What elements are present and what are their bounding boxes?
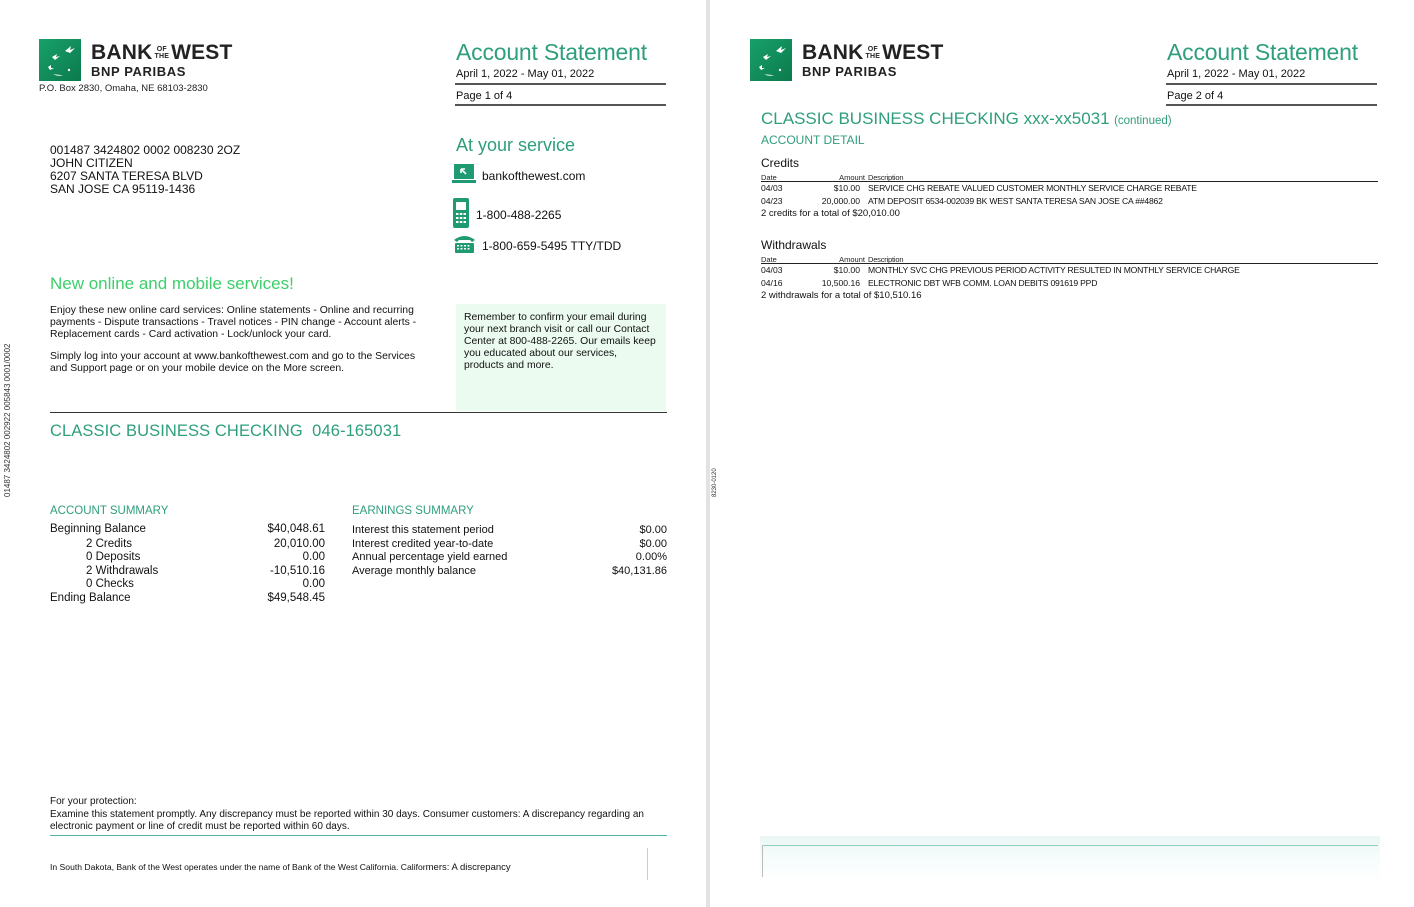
account-title: CLASSIC BUSINESS CHECKING 046-165031: [50, 422, 402, 440]
withdrawals-heading: Withdrawals: [761, 238, 827, 252]
credits-total: 2 credits for a total of $20,010.00: [761, 208, 900, 219]
bank-logo: [39, 39, 233, 81]
website-link[interactable]: bankofthewest.com: [482, 168, 586, 183]
summary-label: 2 Credits: [86, 538, 133, 550]
row-amount: $10.00: [833, 265, 860, 275]
email-reminder-text: Remember to confirm your email during your next branch visit or call our Contact Center at 800-488-2265. Our emails keep you educated about our services, products and more.: [464, 312, 656, 371]
statement-period: April 1, 2022 - May 01, 2022: [1167, 68, 1306, 80]
earnings-value: $40,131.86: [611, 565, 667, 577]
tty-number[interactable]: 1-800-659-5495 TTY/TDD: [482, 238, 622, 253]
header-divider: [1166, 104, 1377, 106]
service-tty[interactable]: [453, 234, 621, 257]
summary-row: [50, 591, 325, 605]
statement-page-2: [710, 0, 1414, 907]
scan-artifact-line: [762, 845, 763, 877]
earnings-label: Annual percentage yield earned: [352, 551, 508, 563]
earnings-row: [352, 523, 667, 537]
continued-label: (continued): [1114, 115, 1172, 127]
row-description: MONTHLY SVC CHG PREVIOUS PERIOD ACTIVITY RESULTED IN MONTHLY SERVICE CHARGE: [868, 265, 1240, 275]
protection-text: Examine this statement promptly. Any discrepancy must be reported within 30 days. Consumer customers: A discrepancy regarding an electronic payment or line of credit must be reported within 60 days.: [50, 809, 644, 832]
mobile-phone-icon: [452, 197, 470, 232]
brand-name-the: THE: [154, 52, 170, 60]
summary-value: -10,510.16: [270, 565, 325, 577]
header-divider: [1166, 83, 1377, 85]
protection-heading: For your protection:: [50, 796, 137, 807]
row-date: 04/16: [761, 278, 783, 288]
footer-divider: [762, 845, 1378, 846]
earnings-label: Interest this statement period: [352, 524, 494, 536]
account-title-text: CLASSIC BUSINESS CHECKING xxx-xx5031: [761, 109, 1110, 128]
section-divider: [50, 412, 667, 413]
column-amount: Amount: [839, 173, 865, 182]
account-title: [761, 109, 1172, 129]
earnings-summary-heading: EARNINGS SUMMARY: [352, 505, 474, 517]
brand-name-bank: BANK: [91, 41, 153, 64]
summary-label: 0 Checks: [86, 578, 134, 590]
credits-heading: Credits: [761, 156, 800, 170]
earnings-label: Interest credited year-to-date: [352, 538, 494, 550]
column-amount: Amount: [839, 255, 865, 264]
table-row: [761, 264, 1378, 277]
summary-value: 0.00: [302, 551, 325, 563]
statement-period: April 1, 2022 - May 01, 2022: [456, 68, 595, 80]
footer-divider: [50, 835, 667, 836]
row-description: ELECTRONIC DBT WFB COMM. LOAN DEBITS 091619 PPD: [868, 278, 1098, 288]
summary-row: [50, 550, 325, 564]
summary-value: $40,048.61: [267, 523, 325, 535]
earnings-value: 0.00%: [635, 551, 667, 563]
summary-value: $49,548.45: [267, 592, 325, 604]
side-code-text: 8230-0120: [712, 468, 718, 497]
brand-name-west: WEST: [882, 41, 944, 64]
summary-value: 0.00: [302, 578, 325, 590]
row-date: 04/03: [761, 265, 783, 275]
statement-title: Account Statement: [456, 39, 647, 65]
summary-row: [50, 522, 325, 536]
customer-name: JOHN CITIZEN: [50, 156, 133, 170]
statement-title: Account Statement: [1167, 39, 1358, 65]
summary-label: Ending Balance: [50, 592, 131, 604]
withdrawals-table: [761, 255, 1378, 302]
column-description: Description: [868, 255, 904, 264]
column-date: Date: [761, 173, 777, 182]
bnp-birds-logo-icon: [39, 39, 81, 81]
brand-subname: BNP PARIBAS: [802, 64, 897, 79]
service-phone[interactable]: [452, 197, 561, 232]
earnings-label: Average monthly balance: [352, 565, 476, 577]
row-description: ATM DEPOSIT 6534-002039 BK WEST SANTA TERESA SAN JOSE CA ##4862: [868, 196, 1163, 206]
account-reference-code: 001487 3424802 0002 008230 2OZ: [50, 143, 241, 157]
legal-text: In South Dakota, Bank of the West operates under the name of Bank of the West California. Califor: [50, 862, 426, 872]
footer-band: [760, 836, 1380, 882]
brand-name-the: THE: [865, 52, 881, 60]
promo-paragraph-services: Enjoy these new online card services: Online statements - Online and recurring payments - Dispute transactions - Travel notices - PIN change - Account alerts - Replacement cards - Card activation - Lock/unlock your card.: [50, 305, 417, 340]
row-amount: 20,000.00: [821, 196, 860, 206]
row-amount: $10.00: [833, 183, 860, 193]
city-state-zip: SAN JOSE CA 95119-1436: [50, 182, 196, 196]
table-row: [761, 182, 1378, 195]
brand-subname: BNP PARIBAS: [91, 64, 186, 79]
header-divider: [455, 104, 666, 106]
earnings-value: $0.00: [639, 524, 667, 536]
street-address: 6207 SANTA TERESA BLVD: [50, 169, 203, 183]
bnp-birds-logo-icon: [750, 39, 792, 81]
brand-name-bank: BANK: [802, 41, 864, 64]
row-date: 04/23: [761, 196, 783, 206]
account-summary-heading: ACCOUNT SUMMARY: [50, 505, 169, 517]
earnings-row: [352, 537, 667, 551]
table-header: [761, 255, 1378, 264]
service-heading: At your service: [456, 135, 576, 155]
laptop-icon: [452, 163, 476, 188]
earnings-row: [352, 564, 667, 578]
brand-name-of: OF: [867, 45, 878, 53]
summary-label: Beginning Balance: [50, 523, 146, 535]
earnings-row: [352, 550, 667, 564]
promo-paragraph-login: Simply log into your account at www.bankofthewest.com and go to the Services and Support page or on your mobile device on the More screen.: [50, 351, 416, 374]
email-reminder-box: [456, 304, 666, 411]
scan-artifact-line: [647, 848, 648, 880]
summary-row: [50, 577, 325, 591]
summary-label: 2 Withdrawals: [86, 565, 159, 577]
withdrawals-total: 2 withdrawals for a total of $10,510.16: [761, 290, 922, 301]
earnings-value: $0.00: [639, 538, 667, 550]
page-number: Page 1 of 4: [456, 90, 513, 102]
summary-label: 0 Deposits: [86, 551, 141, 563]
row-description: SERVICE CHG REBATE VALUED CUSTOMER MONTHLY SERVICE CHARGE REBATE: [868, 183, 1197, 193]
row-date: 04/03: [761, 183, 783, 193]
brand-name-west: WEST: [171, 41, 233, 64]
side-barcode-text: 01487 3424802 002922 005843 0001/0002: [3, 343, 12, 497]
legal-notice: [50, 862, 511, 873]
brand-name-of: OF: [156, 45, 167, 53]
header-divider: [455, 83, 666, 85]
summary-row: [50, 537, 325, 551]
phone-number[interactable]: 1-800-488-2265: [476, 207, 562, 222]
column-description: Description: [868, 173, 904, 182]
statement-page-1: [0, 0, 706, 907]
summary-value: 20,010.00: [273, 538, 325, 550]
row-amount: 10,500.16: [821, 278, 860, 288]
column-date: Date: [761, 255, 777, 264]
mailing-address: [50, 144, 240, 196]
credits-table: [761, 173, 1378, 220]
table-row: [761, 277, 1378, 290]
tty-phone-icon: [453, 234, 476, 257]
account-detail-heading: ACCOUNT DETAIL: [761, 133, 865, 147]
bank-logo: [750, 39, 944, 81]
po-box-address: P.O. Box 2830, Omaha, NE 68103-2830: [39, 83, 208, 94]
page-number: Page 2 of 4: [1167, 90, 1224, 102]
table-row: [761, 195, 1378, 208]
legal-text-overlap: mers: A discrepancy: [425, 862, 511, 873]
table-header: [761, 173, 1378, 182]
promo-heading: New online and mobile services!: [50, 274, 294, 293]
service-website[interactable]: [452, 163, 585, 188]
summary-row: [50, 564, 325, 578]
